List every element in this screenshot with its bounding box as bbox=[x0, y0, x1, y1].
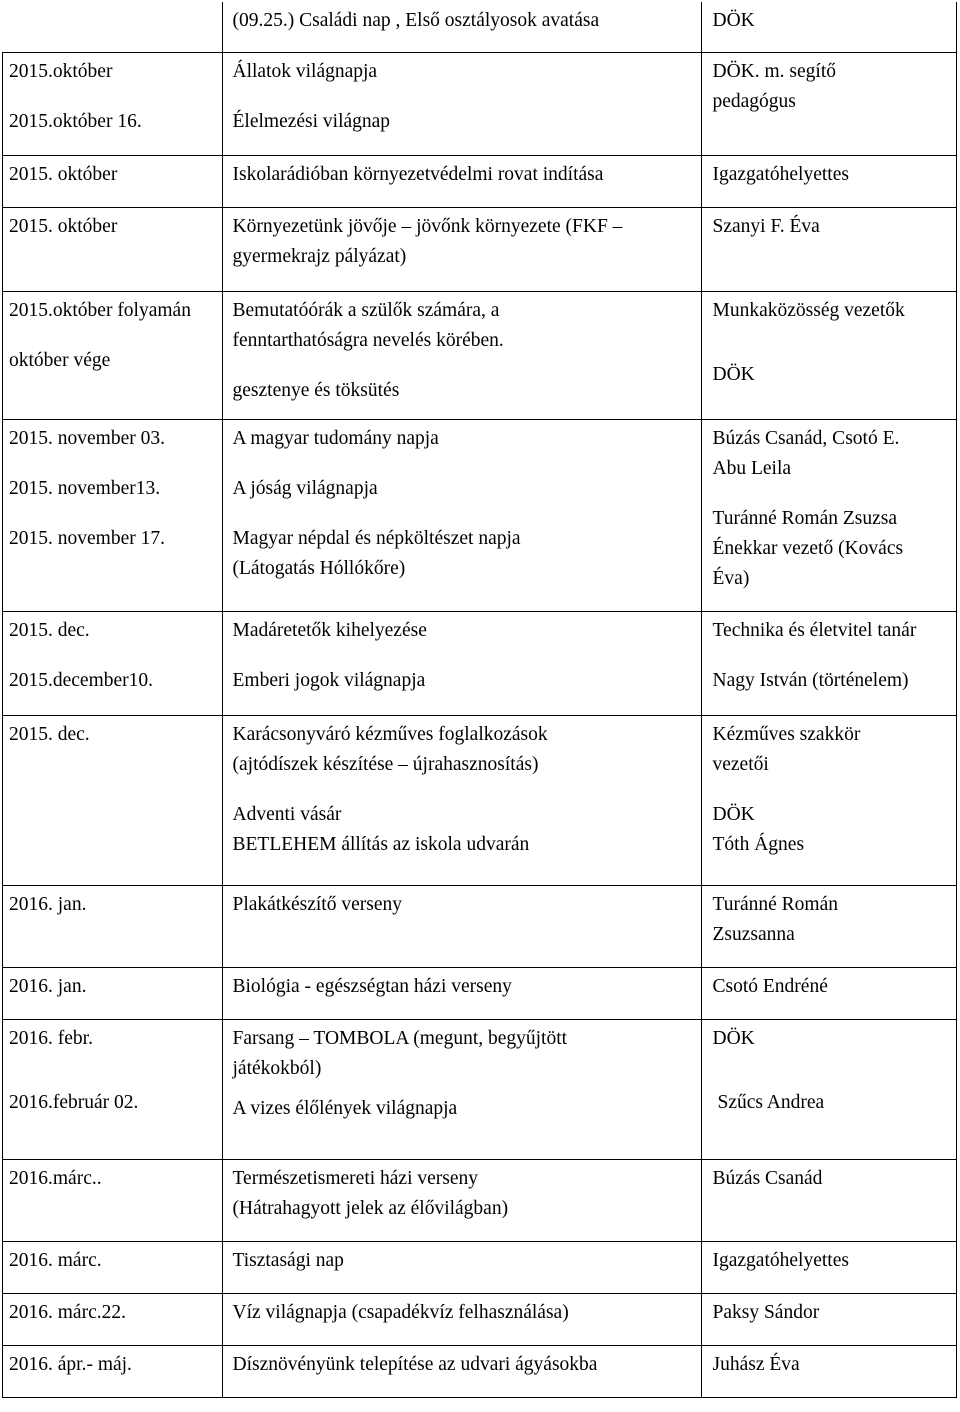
date-text: 2016.február 02. bbox=[9, 1091, 139, 1113]
date-text: 2015. október bbox=[9, 163, 118, 185]
table-row bbox=[3, 291, 957, 419]
date-text: 2016.márc.. bbox=[9, 1167, 102, 1189]
responsible-text: Csotó Endréné bbox=[712, 975, 828, 997]
responsible-text: pedagógus bbox=[712, 90, 796, 112]
responsible-text: Juhász Éva bbox=[712, 1353, 800, 1375]
table-row bbox=[3, 1019, 957, 1159]
responsible-text: Tóth Ágnes bbox=[712, 833, 805, 855]
responsible-text: Igazgatóhelyettes bbox=[712, 163, 849, 185]
responsible-text: Nagy István (történelem) bbox=[712, 669, 909, 691]
date-text: 2015.október folyamán bbox=[9, 299, 191, 321]
date-text: 2016. márc. bbox=[9, 1249, 102, 1271]
responsible-text: Zsuzsanna bbox=[712, 923, 795, 945]
responsible-cell bbox=[701, 207, 957, 291]
responsible-text: Turánné Román Zsuzsa bbox=[712, 507, 898, 529]
table-row bbox=[3, 155, 957, 207]
responsible-cell bbox=[701, 2, 957, 52]
event-text: Állatok világnapja bbox=[232, 60, 378, 82]
event-text: (Látogatás Hóllókőre) bbox=[232, 557, 406, 579]
event-text: A jóság világnapja bbox=[232, 477, 378, 499]
table-row bbox=[3, 2, 957, 52]
date-text: 2015.október bbox=[9, 60, 113, 82]
event-cell bbox=[222, 1019, 701, 1159]
event-text: (09.25.) Családi nap , Első osztályosok avatása bbox=[232, 10, 600, 31]
event-text: gesztenye és töksütés bbox=[232, 379, 400, 401]
date-text: 2015.december10. bbox=[9, 669, 154, 691]
event-text: Dísznövényünk telepítése az udvari ágyásokba bbox=[232, 1353, 598, 1375]
responsible-text: Technika és életvitel tanár bbox=[712, 619, 917, 641]
responsible-cell bbox=[701, 1293, 957, 1345]
responsible-cell bbox=[701, 1241, 957, 1293]
responsible-cell bbox=[701, 155, 957, 207]
responsible-text: Szanyi F. Éva bbox=[712, 215, 820, 237]
table-row bbox=[3, 611, 957, 715]
event-cell bbox=[222, 1241, 701, 1293]
event-cell bbox=[222, 885, 701, 967]
responsible-text: Igazgatóhelyettes bbox=[712, 1249, 849, 1271]
responsible-text: Kézműves szakkör bbox=[712, 723, 861, 745]
event-cell bbox=[222, 1345, 701, 1397]
event-text: Iskolarádióban környezetvédelmi rovat indítása bbox=[232, 163, 604, 185]
date-text: 2015. dec. bbox=[9, 723, 90, 745]
date-text: 2015. november 03. bbox=[9, 427, 165, 449]
date-text: 2016. jan. bbox=[9, 975, 87, 997]
event-text: Adventi vásár bbox=[232, 803, 342, 825]
responsible-cell bbox=[701, 967, 957, 1019]
date-text: 2015.október 16. bbox=[9, 110, 142, 132]
responsible-text: Énekkar vezető (Kovács bbox=[712, 537, 904, 559]
date-text: október vége bbox=[9, 349, 111, 371]
date-cell bbox=[3, 2, 223, 52]
date-text: 2016. márc.22. bbox=[9, 1301, 126, 1323]
date-cell bbox=[3, 715, 223, 885]
responsible-text: Turánné Román bbox=[712, 893, 838, 915]
responsible-text: Szűcs Andrea bbox=[717, 1091, 825, 1113]
event-cell bbox=[222, 2, 701, 52]
event-text: (Hátrahagyott jelek az élővilágban) bbox=[232, 1197, 509, 1219]
event-text: Környezetünk jövője – jövőnk környezete (FKF – bbox=[232, 215, 623, 237]
table-row bbox=[3, 52, 957, 155]
table-row bbox=[3, 885, 957, 967]
date-cell bbox=[3, 1241, 223, 1293]
table-row bbox=[3, 1159, 957, 1241]
event-cell bbox=[222, 1159, 701, 1241]
event-text: A magyar tudomány napja bbox=[232, 427, 439, 449]
responsible-cell bbox=[701, 291, 957, 419]
table-row bbox=[3, 715, 957, 885]
event-text: Víz világnapja (csapadékvíz felhasználása) bbox=[232, 1301, 569, 1323]
responsible-cell bbox=[701, 885, 957, 967]
date-cell bbox=[3, 1019, 223, 1159]
event-text: Farsang – TOMBOLA (megunt, begyűjtött bbox=[232, 1027, 568, 1049]
date-cell bbox=[3, 1159, 223, 1241]
date-cell bbox=[3, 207, 223, 291]
event-text: A vizes élőlények világnapja bbox=[232, 1097, 458, 1119]
date-text: 2016. febr. bbox=[9, 1027, 93, 1049]
date-text: 2015. október bbox=[9, 215, 118, 237]
responsible-cell bbox=[701, 52, 957, 155]
event-text: Tisztasági nap bbox=[232, 1249, 344, 1271]
responsible-cell bbox=[701, 611, 957, 715]
date-cell bbox=[3, 1345, 223, 1397]
date-cell bbox=[3, 291, 223, 419]
event-cell bbox=[222, 419, 701, 611]
responsible-text: Búzás Csanád, Csotó E. bbox=[712, 427, 900, 449]
date-text: 2016. jan. bbox=[9, 893, 87, 915]
event-cell bbox=[222, 967, 701, 1019]
responsible-text: DÖK bbox=[712, 10, 755, 31]
responsible-text: Abu Leila bbox=[712, 457, 792, 479]
event-text: Magyar népdal és népköltészet napja bbox=[232, 527, 521, 549]
table-row bbox=[3, 419, 957, 611]
event-text: játékokból) bbox=[232, 1057, 322, 1079]
event-text: Élelmezési világnap bbox=[232, 110, 391, 132]
responsible-text: Paksy Sándor bbox=[712, 1301, 820, 1323]
responsible-text: DÖK bbox=[712, 1027, 755, 1049]
event-text: Biológia - egészségtan házi verseny bbox=[232, 975, 512, 997]
program-table bbox=[2, 2, 957, 1398]
date-text: 2015. dec. bbox=[9, 619, 90, 641]
event-cell bbox=[222, 291, 701, 419]
event-cell bbox=[222, 52, 701, 155]
event-text: fenntarthatóságra nevelés körében. bbox=[232, 329, 504, 351]
responsible-text: DÖK bbox=[712, 363, 755, 385]
responsible-text: Éva) bbox=[712, 567, 750, 589]
responsible-text: vezetői bbox=[712, 753, 769, 775]
responsible-cell bbox=[701, 1345, 957, 1397]
event-text: (ajtódíszek készítése – újrahasznosítás) bbox=[232, 753, 539, 775]
event-text: Emberi jogok világnapja bbox=[232, 669, 426, 691]
event-cell bbox=[222, 611, 701, 715]
event-cell bbox=[222, 1293, 701, 1345]
responsible-text: Munkaközösség vezetők bbox=[712, 299, 905, 321]
date-text: 2015. november13. bbox=[9, 477, 161, 499]
table-row bbox=[3, 1345, 957, 1397]
date-cell bbox=[3, 885, 223, 967]
date-cell bbox=[3, 1293, 223, 1345]
table-row bbox=[3, 1293, 957, 1345]
responsible-text: DÖK. m. segítő bbox=[712, 60, 836, 82]
date-cell bbox=[3, 967, 223, 1019]
date-cell bbox=[3, 155, 223, 207]
date-text: 2016. ápr.- máj. bbox=[9, 1353, 132, 1375]
event-cell bbox=[222, 155, 701, 207]
event-text: Karácsonyváró kézműves foglalkozások bbox=[232, 723, 548, 745]
event-text: gyermekrajz pályázat) bbox=[232, 245, 407, 267]
date-text: 2015. november 17. bbox=[9, 527, 165, 549]
event-text: Természetismereti házi verseny bbox=[232, 1167, 479, 1189]
responsible-text: DÖK bbox=[712, 803, 755, 825]
date-cell bbox=[3, 52, 223, 155]
event-text: Plakátkészítő verseny bbox=[232, 893, 402, 915]
table-row bbox=[3, 967, 957, 1019]
responsible-cell bbox=[701, 1019, 957, 1159]
event-cell bbox=[222, 207, 701, 291]
responsible-cell bbox=[701, 1159, 957, 1241]
table-row bbox=[3, 1241, 957, 1293]
table-row bbox=[3, 207, 957, 291]
event-text: BETLEHEM állítás az iskola udvarán bbox=[232, 833, 530, 855]
event-cell bbox=[222, 715, 701, 885]
responsible-cell bbox=[701, 715, 957, 885]
responsible-cell bbox=[701, 419, 957, 611]
event-text: Madáretetők kihelyezése bbox=[232, 619, 427, 641]
date-cell bbox=[3, 611, 223, 715]
responsible-text: Búzás Csanád bbox=[712, 1167, 823, 1189]
date-cell bbox=[3, 419, 223, 611]
event-text: Bemutatóórák a szülők számára, a bbox=[232, 299, 500, 321]
